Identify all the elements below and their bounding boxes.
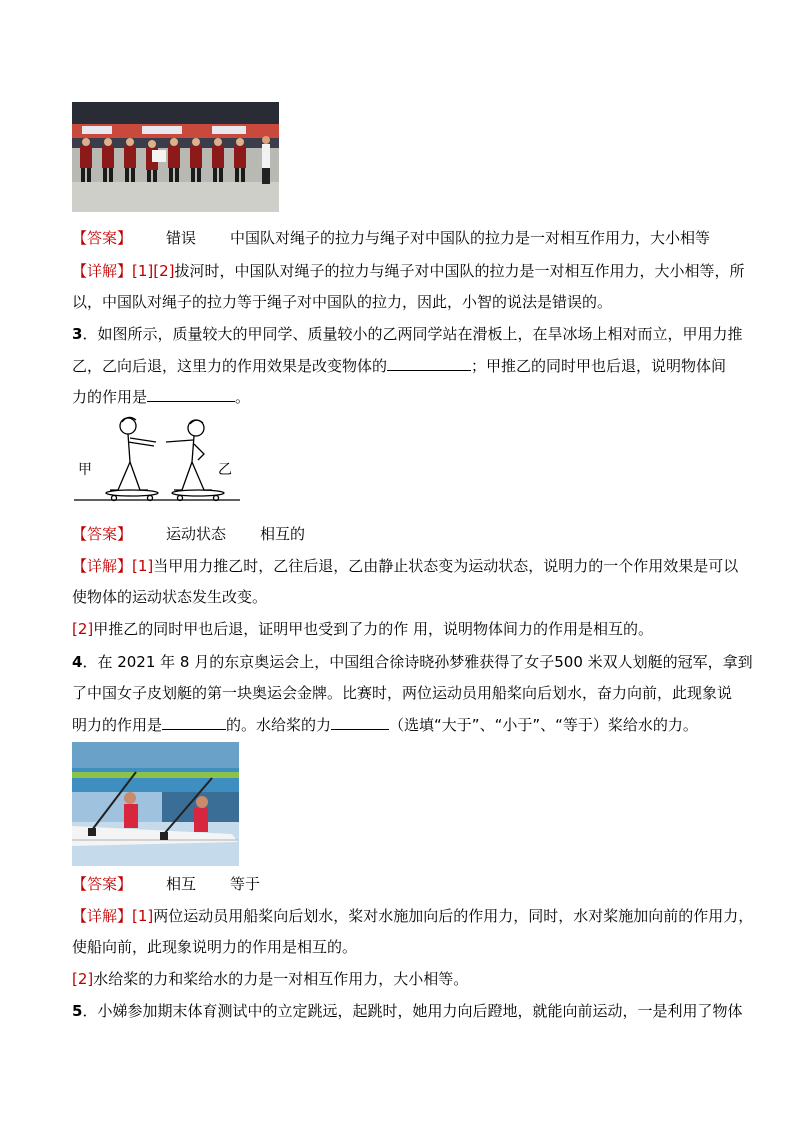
q4-number: 4: [72, 653, 83, 671]
q3-detail-line-2: 使物体的运动状态发生改变。: [72, 588, 268, 606]
figure-label-yi: 乙: [218, 462, 232, 478]
q3-answer-2: 相互的: [260, 525, 306, 543]
q3-detail-line-1: [72, 556, 738, 576]
q5-number: 5: [72, 1002, 83, 1020]
q4-text-3a: 明力的作用是: [72, 716, 163, 734]
q2-answer-1: 错误: [166, 229, 197, 247]
q3-blank-2: [147, 387, 235, 402]
q4-text-1: ．在 2021 年 8 月的东京奥运会上，中国组合徐诗晓孙梦雅获得了女子500 米双人划艇的冠军，拿到: [82, 653, 753, 671]
q3-line-2: [72, 356, 726, 376]
q3-text-2b: ；甲推乙的同时甲也后退，说明物体间: [471, 357, 727, 375]
q3-line-1: [72, 324, 742, 344]
q3-answer-line: [72, 524, 305, 544]
detail-label: 【详解】: [72, 907, 133, 925]
q3-number: 3: [72, 325, 83, 343]
q4-detail-line-1: [72, 906, 753, 926]
q5-line-1: [72, 1001, 742, 1021]
answer-label: 【答案】: [72, 875, 133, 893]
q4-detail-line-3: [72, 969, 468, 989]
detail-label: 【详解】: [72, 557, 133, 575]
q4-answer-1: 相互: [166, 875, 197, 893]
q4-line-2: 了中国女子皮划艇的第一块奥运会金牌。比赛时，两位运动员用船桨向后划水，奋力向前，此现象说: [72, 684, 733, 702]
q3-line-3: [72, 387, 250, 407]
q2-answer-2: 中国队对绳子的拉力与绳子对中国队的拉力是一对相互作用力，大小相等: [230, 229, 711, 247]
q3-text-1: ．如图所示，质量较大的甲同学、质量较小的乙两同学站在滑板上，在旱冰场上相对而立，甲用力推: [82, 325, 743, 343]
detail-label: 【详解】: [72, 262, 133, 280]
q4-detail1-ref: [1]: [132, 907, 154, 925]
figure-label-jia: 甲: [78, 462, 92, 478]
q4-answer-line: [72, 874, 260, 894]
q2-detail-line-2: 以，中国队对绳子的拉力等于绳子对中国队的拉力，因此，小智的说法是错误的。: [72, 293, 613, 311]
q2-detail-line-1: [72, 261, 745, 281]
q3-detail1-ref: [1]: [132, 557, 154, 575]
q2-detail-text-1: 拔河时，中国队对绳子的拉力与绳子对中国队的拉力是一对相互作用力，大小相等，所: [174, 262, 745, 280]
q3-detail2-text: 甲推乙的同时甲也后退，证明甲也受到了力的作 用，说明物体间力的作用是相互的。: [93, 620, 654, 638]
q3-text-2a: 乙，乙向后退，这里力的作用效果是改变物体的: [72, 357, 388, 375]
q4-detail-line-2: 使船向前，此现象说明力的作用是相互的。: [72, 938, 358, 956]
answer-label: 【答案】: [72, 525, 133, 543]
q4-text-3b: 的。水给桨的力: [226, 716, 332, 734]
q2-detail-refs: [1][2]: [132, 262, 175, 280]
q3-detail2-ref: [2]: [72, 620, 94, 638]
q4-line-1: [72, 652, 753, 672]
q4-blank-1: [162, 715, 226, 730]
canoe-photo: [72, 742, 239, 866]
q5-text-1: ．小娣参加期末体育测试中的立定跳远，起跳时，她用力向后蹬地，就能向前运动，一是利用了物体: [82, 1002, 743, 1020]
q4-blank-2: [331, 715, 389, 730]
q3-answer-1: 运动状态: [166, 525, 227, 543]
skateboard-push-figure: [72, 414, 242, 506]
answer-label: 【答案】: [72, 229, 133, 247]
q4-text-3c: （选填“大于”、“小于”、“等于）桨给水的力。: [389, 716, 698, 734]
q4-detail2-ref: [2]: [72, 970, 94, 988]
q4-answer-2: 等于: [230, 875, 261, 893]
q4-detail2-text: 水给桨的力和桨给水的力是一对相互作用力，大小相等。: [93, 970, 469, 988]
q4-detail1-text: 两位运动员用船桨向后划水，桨对水施加向后的作用力，同时，水对桨施加向前的作用力，: [153, 907, 754, 925]
q3-text-3a: 力的作用是: [72, 388, 148, 406]
tug-of-war-photo: [72, 102, 279, 212]
q3-detail1-text: 当甲用力推乙时，乙往后退，乙由静止状态变为运动状态，说明力的一个作用效果是可以: [153, 557, 739, 575]
q3-blank-1: [387, 356, 471, 371]
q3-detail-line-3: [72, 619, 653, 639]
q4-line-3: [72, 715, 698, 735]
q2-answer-line: [72, 228, 710, 248]
q3-text-3b: 。: [235, 388, 251, 406]
